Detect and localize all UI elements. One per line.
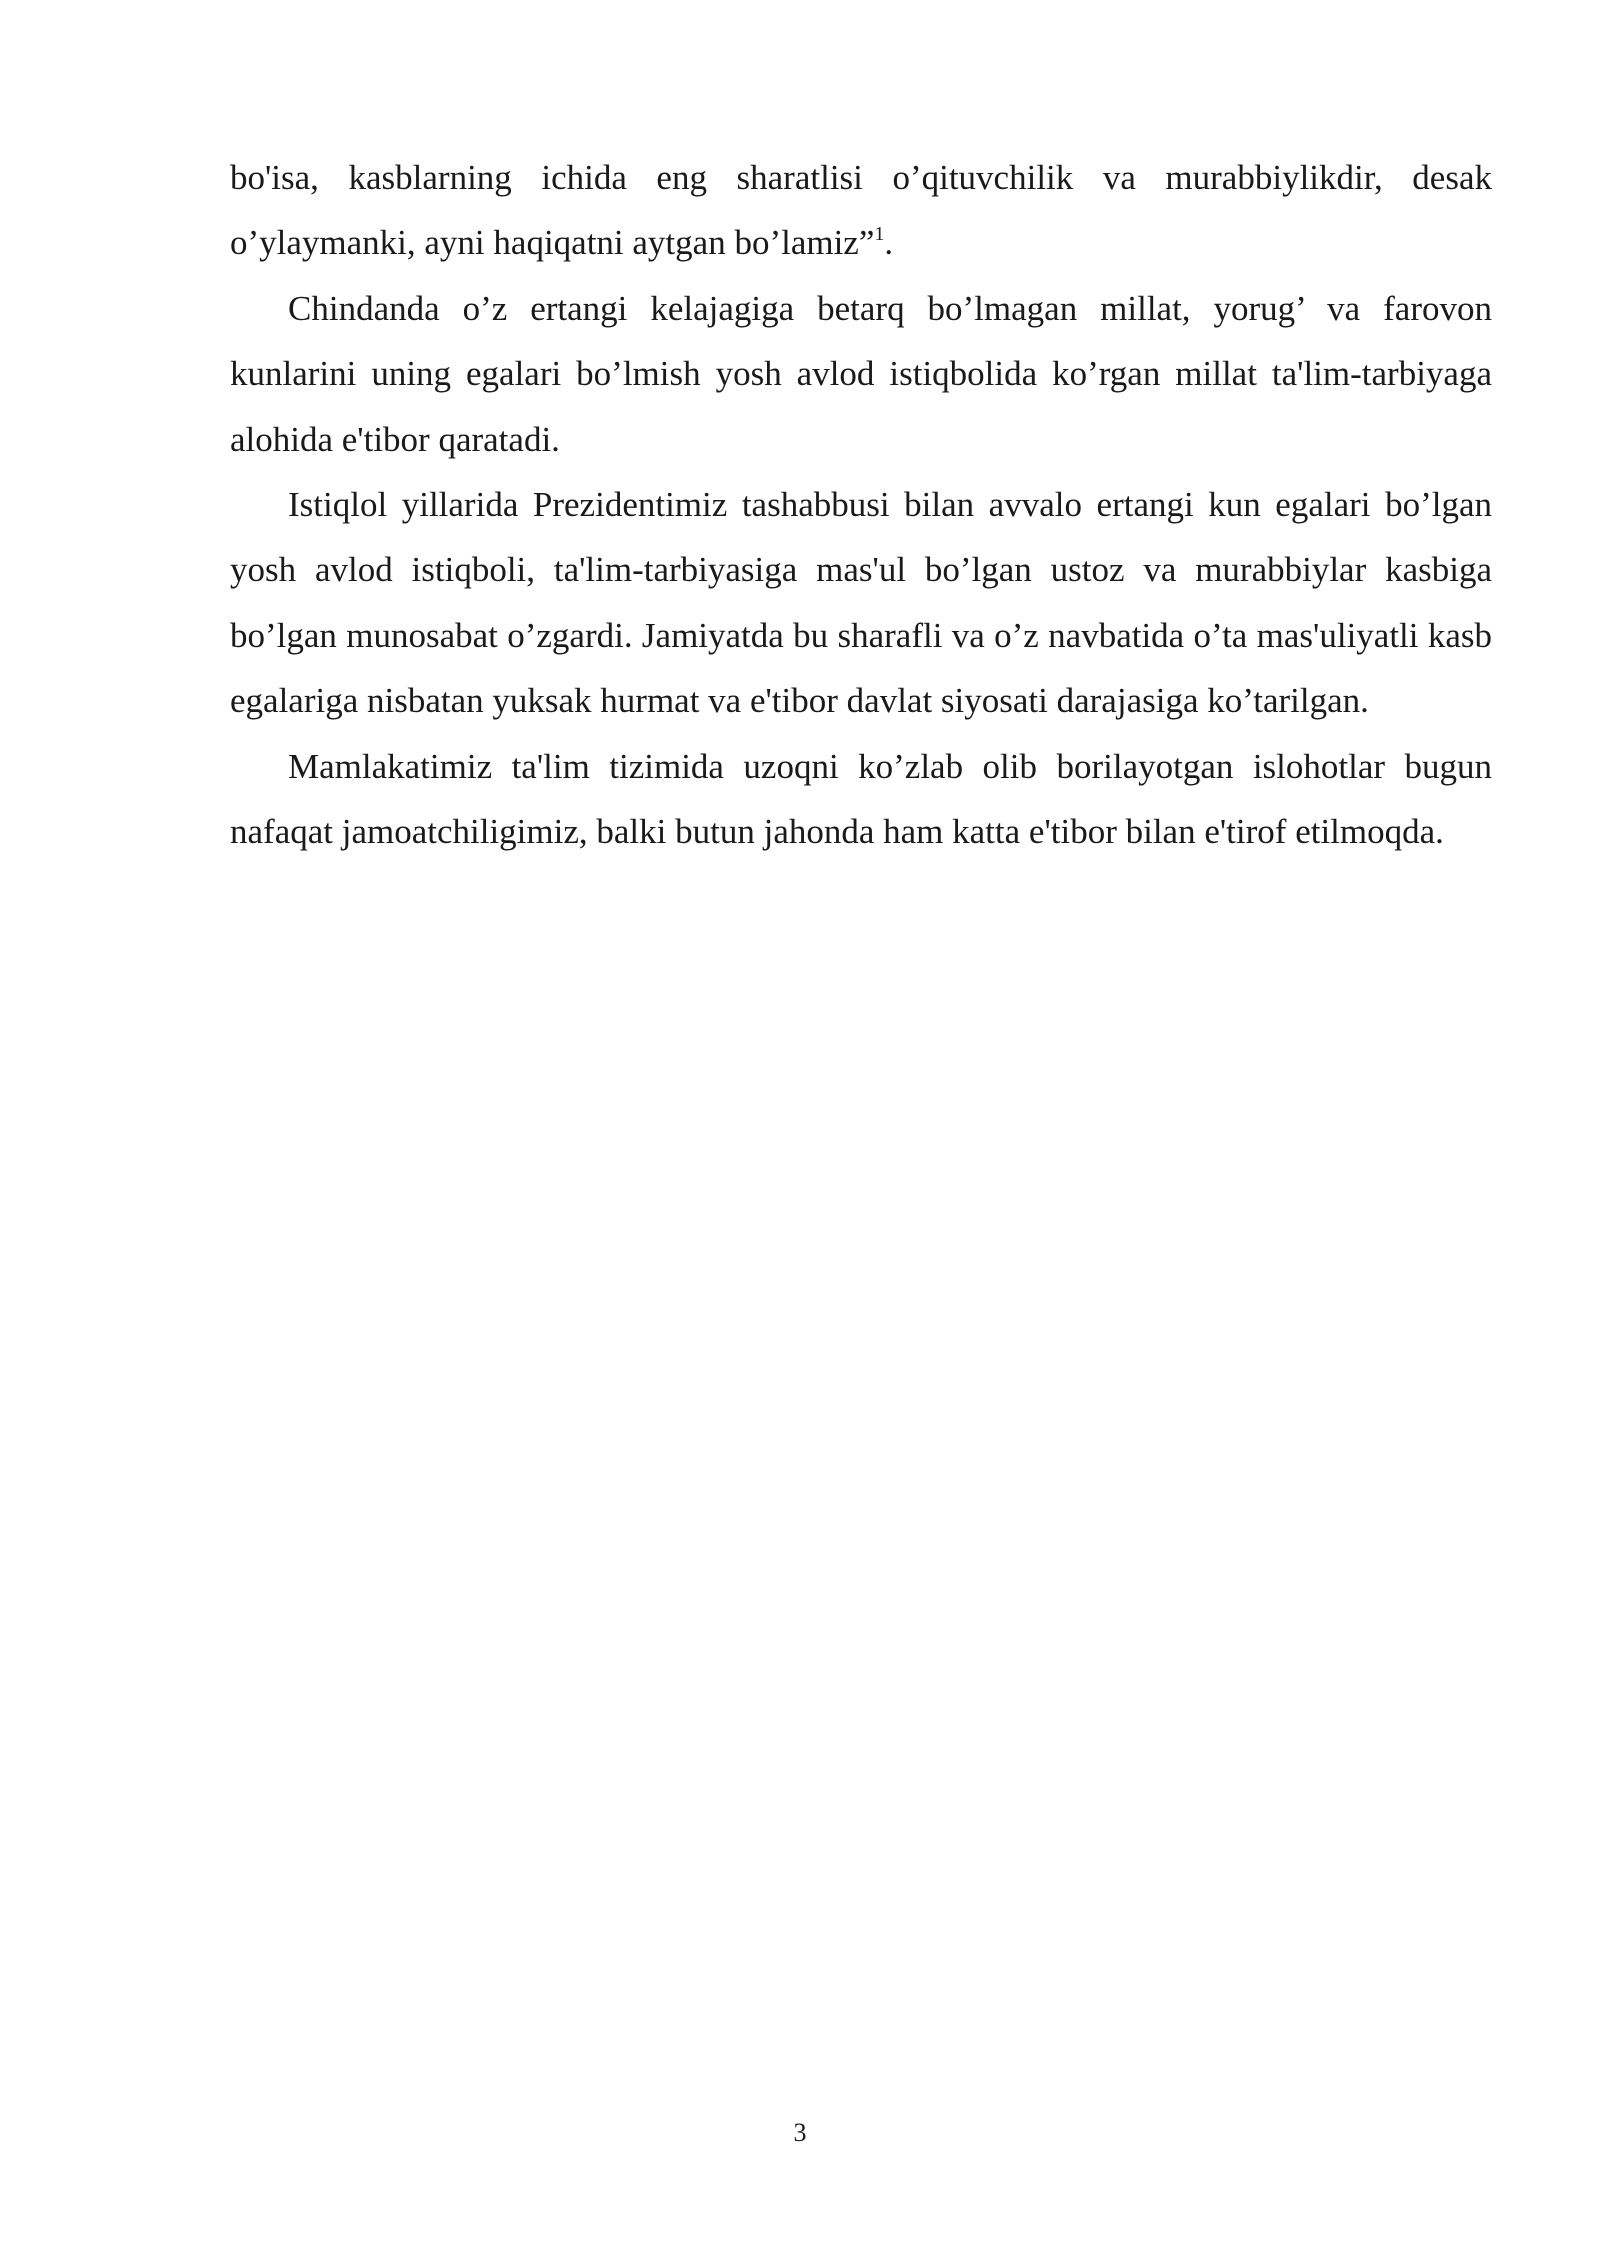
- paragraph-quote-ending: [230, 145, 1492, 276]
- paragraph: Mamlakatimiz ta'lim tizimida uzoqni ko’zlab olib borilayotgan islohotlar bugun nafaqat jamoatchiligimiz, balki butun jahonda ham katta e'tibor bilan e'tirof etilmoqda.: [230, 746, 1492, 852]
- paragraph: Istiqlol yillarida Prezidentimiz tashabbusi bilan avvalo ertangi kun egalari bo’lgan yosh avlod istiqboli, ta'lim-tarbiyasiga mas'ul bo’lgan ustoz va murabbiylar kasbiga bo’lgan munosabat o’zgardi. Jamiyatda bu sharafli va o’z navbatida o’ta mas'uliyatli kasb egalariga nisbatan yuksak hurmat va e'tibor davlat siyosati darajasiga ko’tarilgan.: [230, 485, 1492, 721]
- page-number: 3: [793, 2118, 807, 2147]
- paragraph-tail: .: [884, 223, 894, 263]
- body-text: [230, 145, 1492, 864]
- paragraph-text: bo'isa, kasblarning ichida eng sharatlisi o’qituvchilik va murabbiylikdir, desak o’ylaymanki, ayni haqiqatni aytgan bo’lamiz”: [230, 158, 1492, 263]
- footnote-reference[interactable]: 1: [874, 223, 885, 246]
- paragraph: Chindanda o’z ertangi kelajagiga betarq bo’lmagan millat, yorug’ va farovon kunlarini uning egalari bo’lmish yosh avlod istiqbolida ko’rgan millat ta'lim-tarbiyaga alohida e'tibor qaratadi.: [230, 288, 1492, 459]
